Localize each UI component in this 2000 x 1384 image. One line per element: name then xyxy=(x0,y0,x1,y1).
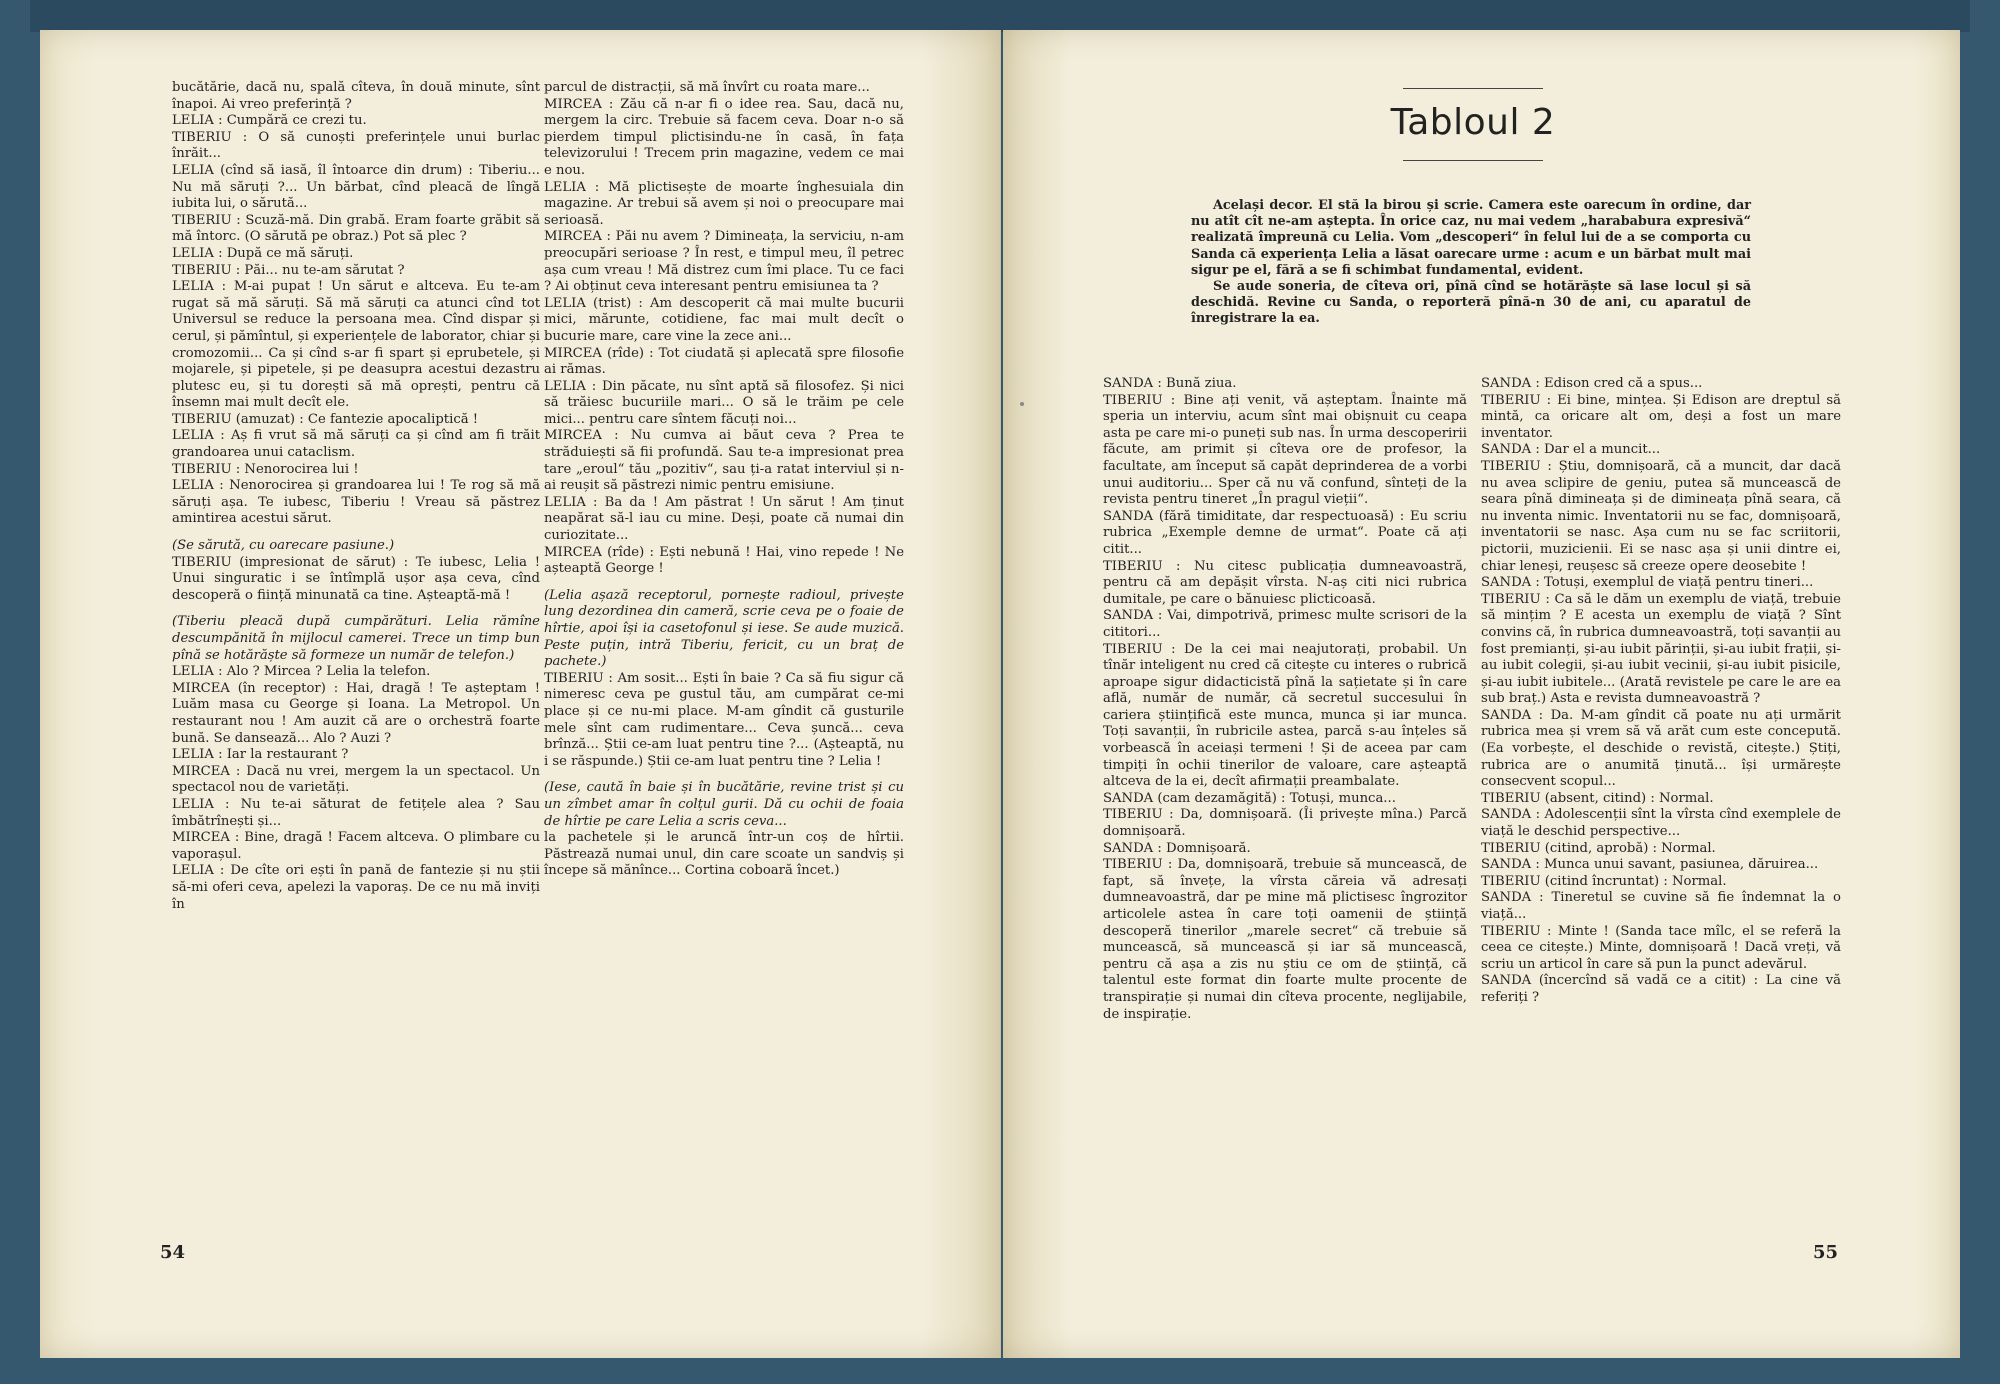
paragraph: LELIA : M-ai pupat ! Un sărut e altceva. Eu te-am rugat să mă săruți. Să mă săruți ca atunci cînd tot Universul se reduce la persoana mea. Cînd dispar și cerul, și pămîntul, și experiențele de laborator, chiar și cromozomii... Ca și cînd s-ar fi spart și eprubetele, și mojarele, și pipetele, și pe deasupra acestui dezastru plutesc eu, și tu dorești să mă oprești, pentru că însemn mai mult decît ele. xyxy=(172,279,540,411)
paragraph: SANDA : Tineretul se cuvine să fie îndemnat la o viață... xyxy=(1481,890,1841,922)
paragraph: LELIA : De cîte ori ești în pană de fantezie și nu știi să-mi oferi ceva, apelezi la vaporaș. De ce nu mă inviți în xyxy=(172,863,540,912)
right-page-number: 55 xyxy=(1813,1242,1839,1263)
paragraph: SANDA : Bună ziua. xyxy=(1103,376,1237,391)
paragraph: LELIA : După ce mă săruți. xyxy=(172,245,354,261)
paragraph: SANDA : Adolescenții sînt la vîrsta cînd exemplele de viață le deschid perspective... xyxy=(1481,807,1841,840)
paragraph: MIRCEA (rîde) : Tot ciudată și aplecată spre filosofie ai rămas. xyxy=(544,345,904,378)
book-cover-edge xyxy=(30,0,1970,32)
paragraph: LELIA : Nu te-ai săturat de fetițele alea ? Sau îmbătrînești și... xyxy=(172,796,540,829)
scene-title: Tabloul 2 xyxy=(1390,102,1556,143)
paragraph: TIBERIU : O să cunoști preferințele unui burlac înrăit... xyxy=(172,129,540,162)
margin-dot xyxy=(1020,402,1024,406)
paragraph: TIBERIU : Am sosit... Ești în baie ? Ca să fiu sigur că nimeresc ceva pe gustul tău, am cumpărat ce-mi place și ce nu-mi place. M-am gîndit că gusturile mele sînt cam rudimentare... Ceva șuncă... ceva brînză... Știi ce-am luat pentru tine ?... (Așteaptă, nu i se răspunde.) Știi ce-am luat pentru tine ? Lelia ! xyxy=(544,670,904,769)
paragraph: MIRCEA (în receptor) : Hai, dragă ! Te așteptam ! Luăm masa cu George și Ioana. La Metropol. Un restaurant nou ! Am auzit că are o orchestră foarte bună. Se dansează... Alo ? Auzi ? xyxy=(172,680,540,746)
paragraph: TIBERIU : Nu citesc publicația dumneavoastră, pentru că am depășit vîrsta. N-aș citi nici rubrica dumitale, pe care o bănuiesc plicticoasă. xyxy=(1103,558,1467,607)
paragraph: TIBERIU : Da, domnișoară. (Îi privește mîna.) Parcă domnișoară. xyxy=(1103,807,1467,840)
title-top-rule xyxy=(1403,88,1543,89)
paragraph: TIBERIU : Scuză-mă. Din grabă. Eram foarte grăbit să mă întorc. (O sărută pe obraz.) Pot să plec ? xyxy=(172,212,540,245)
paragraph: TIBERIU (citind, aprobă) : Normal. xyxy=(1481,840,1716,856)
paragraph: SANDA : Totuși, exemplul de viață pentru tineri... xyxy=(1481,575,1814,591)
paragraph: MIRCEA : Zău că n-ar fi o idee rea. Sau, dacă nu, mergem la circ. Trebuie să facem ceva. Doar n-o să pierdem timpul plictisindu-ne în casă, în fața televizorului ! Trecem prin magazine, vedem ce mai e nou. xyxy=(544,96,904,178)
paragraph: MIRCEA : Păi nu avem ? Dimineața, la serviciu, n-am preocupări serioase ? În rest, e timpul meu, îl petrec așa cum vreau ! Mă distrez cum îmi place. Tu ce faci ? Ai obținut ceva interesant pentru emisiunea ta ? xyxy=(544,229,904,295)
paragraph: TIBERIU : Minte ! (Sanda tace mîlc, el se referă la ceea ce citește.) Minte, domnișoară ! Dacă vreți, vă scriu un articol în care să pun la punct adevărul. xyxy=(1481,923,1841,972)
paragraph: LELIA : Iar la restaurant ? xyxy=(172,747,349,763)
paragraph: TIBERIU : Știu, domnișoară, că a muncit, dar dacă nu avea sclipire de geniu, putea să muncească de seara pînă dimineața și de dimineața pînă seara, că nu inventa nimic. Inventatorii nu se fac, domnișoară, inventatorii se nasc. Așa cum nu se fac scriitorii, pictorii, muzicienii. Ei se nasc așa și unii dintre ei, chiar leneși, reușesc să creeze opere deosebite ! xyxy=(1481,458,1841,574)
paragraph: LELIA : Aș fi vrut să mă săruți ca și cînd am fi trăit grandoarea unui cataclism. xyxy=(172,428,540,461)
paragraph: LELIA : Alo ? Mircea ? Lelia la telefon. xyxy=(172,664,431,680)
paragraph: LELIA : Cumpără ce crezi tu. xyxy=(172,113,367,129)
paragraph: TIBERIU : Nenorocirea lui ! xyxy=(172,461,359,477)
paragraph: TIBERIU : Păi... nu te-am sărutat ? xyxy=(172,262,405,278)
intro-paragraph: Același decor. El stă la birou și scrie. Camera este oarecum în ordine, dar nu atît cît ne-am aștepta. În orice caz, nu mai vedem „harababura expresivă“ realizată împreună cu Lelia. Vom „descoperi“ în felul lui de a se comporta cu Sanda că experiența Lelia a lăsat oarecare urme : acum e un bărbat mult mai sigur pe el, fără a se fi schimbat fundamental, evident. xyxy=(1191,198,1751,278)
paragraph: LELIA : Din păcate, nu sînt aptă să filosofez. Și nici să trăiesc bucuriile mari... O să le trăim pe cele mici... pentru care sîntem făcuți noi... xyxy=(544,378,904,427)
paragraph: SANDA : Domnișoară. xyxy=(1103,840,1251,856)
paragraph: TIBERIU : De la cei mai neajutorați, probabil. Un tînăr inteligent nu cred că citește cu interes o rubrică aproape sigur didacticistă pînă la sațietate și în care află, număr de număr, că secretul succesului în cariera științifică este munca, munca și iar munca. Toți savanții, în rubricile astea, parcă s-au înțeles să vorbească în aceiași termeni ! Și de aceea par cam timpiți în ochii tinerilor de valoare, care așteaptă altceva de la ei, decît afirmații preambalate. xyxy=(1103,641,1467,790)
paragraph: LELIA : Nenorocirea și grandoarea lui ! Te rog să mă săruți așa. Te iubesc, Tiberiu ! Vreau să păstrez amintirea acestui sărut. xyxy=(172,478,540,527)
paragraph: (Tiberiu pleacă după cumpărături. Lelia rămîne descumpănită în mijlocul camerei. Trece un timp bun pînă se hotărăște să formeze un număr de telefon.) xyxy=(172,614,540,663)
paragraph: TIBERIU : Da, domnișoară, trebuie să muncească, de fapt, să învețe, la vîrsta căreia vă adresați dumneavoastră, dar pe mine mă plictisesc îngrozitor articolele astea în care toți oamenii de știință descoperă tinerilor „marele secret“ că trebuie să muncească, să muncească și iar să muncească, pentru că așa a zis nu știu ce om de știință, că talentul este format din foarte multe procente de transpirație și numai din cîteva procente, neglijabile, de inspirație. xyxy=(1103,857,1467,1022)
right-page xyxy=(1003,30,1960,1358)
paragraph: SANDA (cam dezamăgită) : Totuși, munca... xyxy=(1103,790,1396,806)
paragraph: SANDA : Edison cred că a spus... xyxy=(1481,376,1703,391)
paragraph: TIBERIU : Bine ați venit, vă așteptam. Înainte mă speria un interviu, acum sînt mai obișnuit cu ceapa asta pe care mi-o puneți sub nas. În urma descoperirii făcute, am primit și cîteva ore de profesor, la facultate, am început să capăt deprinderea de a vorbi unui auditoriu... Sper că nu vă confund, sînteți de la revista pentru tineret „În pragul vieții“. xyxy=(1103,392,1467,508)
paragraph: SANDA : Vai, dimpotrivă, primesc multe scrisori de la cititori... xyxy=(1103,608,1467,640)
paragraph: (Iese, caută în baie și în bucătărie, revine trist și cu un zîmbet amar în colțul gurii. Dă cu ochii de foaia de hîrtie pe care Lelia a scris ceva... xyxy=(544,780,904,829)
left-page-column-2 xyxy=(544,80,904,880)
intro-paragraph: Se aude soneria, de cîteva ori, pînă cînd se hotărăște să lase locul și să deschidă. Revine cu Sanda, o reporteră pînă-n 30 de ani, cu aparatul de înregistrare la ea. xyxy=(1191,279,1751,327)
title-bottom-rule xyxy=(1403,160,1543,161)
paragraph: SANDA (fără timiditate, dar respectuoasă) : Eu scriu rubrica „Exemple demne de urmat“. Poate că ați citit... xyxy=(1103,508,1467,557)
stage-directions-intro xyxy=(1191,198,1751,328)
paragraph: SANDA : Da. M-am gîndit că poate nu ați urmărit rubrica mea și vrem să vă arăt cum este concepută. (Ea vorbește, el deschide o revistă, citește.) Știți, rubrica are o anumită ținută... își urmărește consecvent scopul... xyxy=(1481,707,1841,790)
paragraph: MIRCEA : Dacă nu vrei, mergem la un spectacol. Un spectacol nou de varietăți. xyxy=(172,763,540,796)
paragraph: la pachetele și le aruncă într-un coș de hîrtii. Păstrează numai unul, din care scoate un sandviș și începe să mănînce... Cortina coboară încet.) xyxy=(544,830,904,879)
paragraph: MIRCEA (rîde) : Ești nebună ! Hai, vino repede ! Ne așteaptă George ! xyxy=(544,544,904,577)
paragraph: TIBERIU (impresionat de sărut) : Te iubesc, Lelia ! Unui singuratic i se întîmplă ușor așa ceva, cînd descoperă o ființă minunată ca tine. Așteaptă-mă ! xyxy=(172,554,540,603)
paragraph: TIBERIU (amuzat) : Ce fantezie apocaliptică ! xyxy=(172,411,479,427)
paragraph: MIRCEA : Nu cumva ai băut ceva ? Prea te străduiești să fii profundă. Sau te-a impresionat prea tare „eroul“ tău „pozitiv“, sau ți-a ratat interviul și n-ai reușit să păstrezi nimic pentru emisiune. xyxy=(544,428,904,494)
left-page-column-1 xyxy=(172,80,540,913)
paragraph: SANDA : Dar el a muncit... xyxy=(1481,442,1661,458)
left-page xyxy=(40,30,1001,1358)
paragraph: LELIA : Mă plictisește de moarte înghesuiala din magazine. Ar trebui să avem și noi o preocupare mai serioasă. xyxy=(544,179,904,228)
paragraph: LELIA (cînd să iasă, îl întoarce din drum) : Tiberiu... Nu mă săruți ?... Un bărbat, cînd pleacă de lîngă iubita lui, o sărută... xyxy=(172,162,540,212)
paragraph: MIRCEA : Bine, dragă ! Facem altceva. O plimbare cu vaporașul. xyxy=(172,830,540,862)
paragraph: bucătărie, dacă nu, spală cîteva, în două minute, sînt înapoi. Ai vreo preferință ? xyxy=(172,80,540,112)
paragraph: TIBERIU : Ei bine, mințea. Și Edison are dreptul să mintă, ca oricare alt om, deși a fost un mare inventator. xyxy=(1481,392,1841,441)
paragraph: SANDA : Munca unui savant, pasiunea, dăruirea... xyxy=(1481,857,1819,873)
paragraph: LELIA : Ba da ! Am păstrat ! Un sărut ! Am ținut neapărat să-l iau cu mine. Deși, poate că numai din curiozitate... xyxy=(544,494,904,544)
right-page-column-1 xyxy=(1103,376,1467,1023)
left-page-number: 54 xyxy=(160,1242,186,1263)
paragraph: SANDA (încercînd să vadă ce a citit) : La cine vă referiți ? xyxy=(1481,973,1841,1005)
right-page-column-2 xyxy=(1481,376,1841,1007)
paragraph: (Lelia așază receptorul, pornește radioul, privește lung dezordinea din cameră, scrie ceva pe o foaie de hîrtie, apoi își ia casetofonul și iese. Se aude muzică. Peste puțin, intră Tiberiu, fericit, cu un braț de pachete.) xyxy=(544,587,904,670)
paragraph: parcul de distracții, să mă învîrt cu roata mare... xyxy=(544,80,870,95)
paragraph: TIBERIU (citind încruntat) : Normal. xyxy=(1481,873,1727,889)
paragraph: TIBERIU (absent, citind) : Normal. xyxy=(1481,790,1714,806)
paragraph: (Se sărută, cu oarecare pasiune.) xyxy=(172,538,395,554)
paragraph: LELIA (trist) : Am descoperit că mai multe bucurii mici, mărunte, cotidiene, fac mai mult decît o bucurie mare, care vine la zece ani... xyxy=(544,295,904,344)
paragraph: TIBERIU : Ca să le dăm un exemplu de viață, trebuie să mințim ? E acesta un exemplu de viață ? Sînt convins că, în rubrica dumneavoastră, toți savanții au fost premianți, și-au iubit părinții, și-au iubit frații, și-au iubit colegii, și-au iubit vecinii, și-au iubit pisicile, și-au iubit iubitele... (Arată revistele pe care le are ea sub braț.) Asta e revista dumneavoastră ? xyxy=(1481,591,1841,707)
